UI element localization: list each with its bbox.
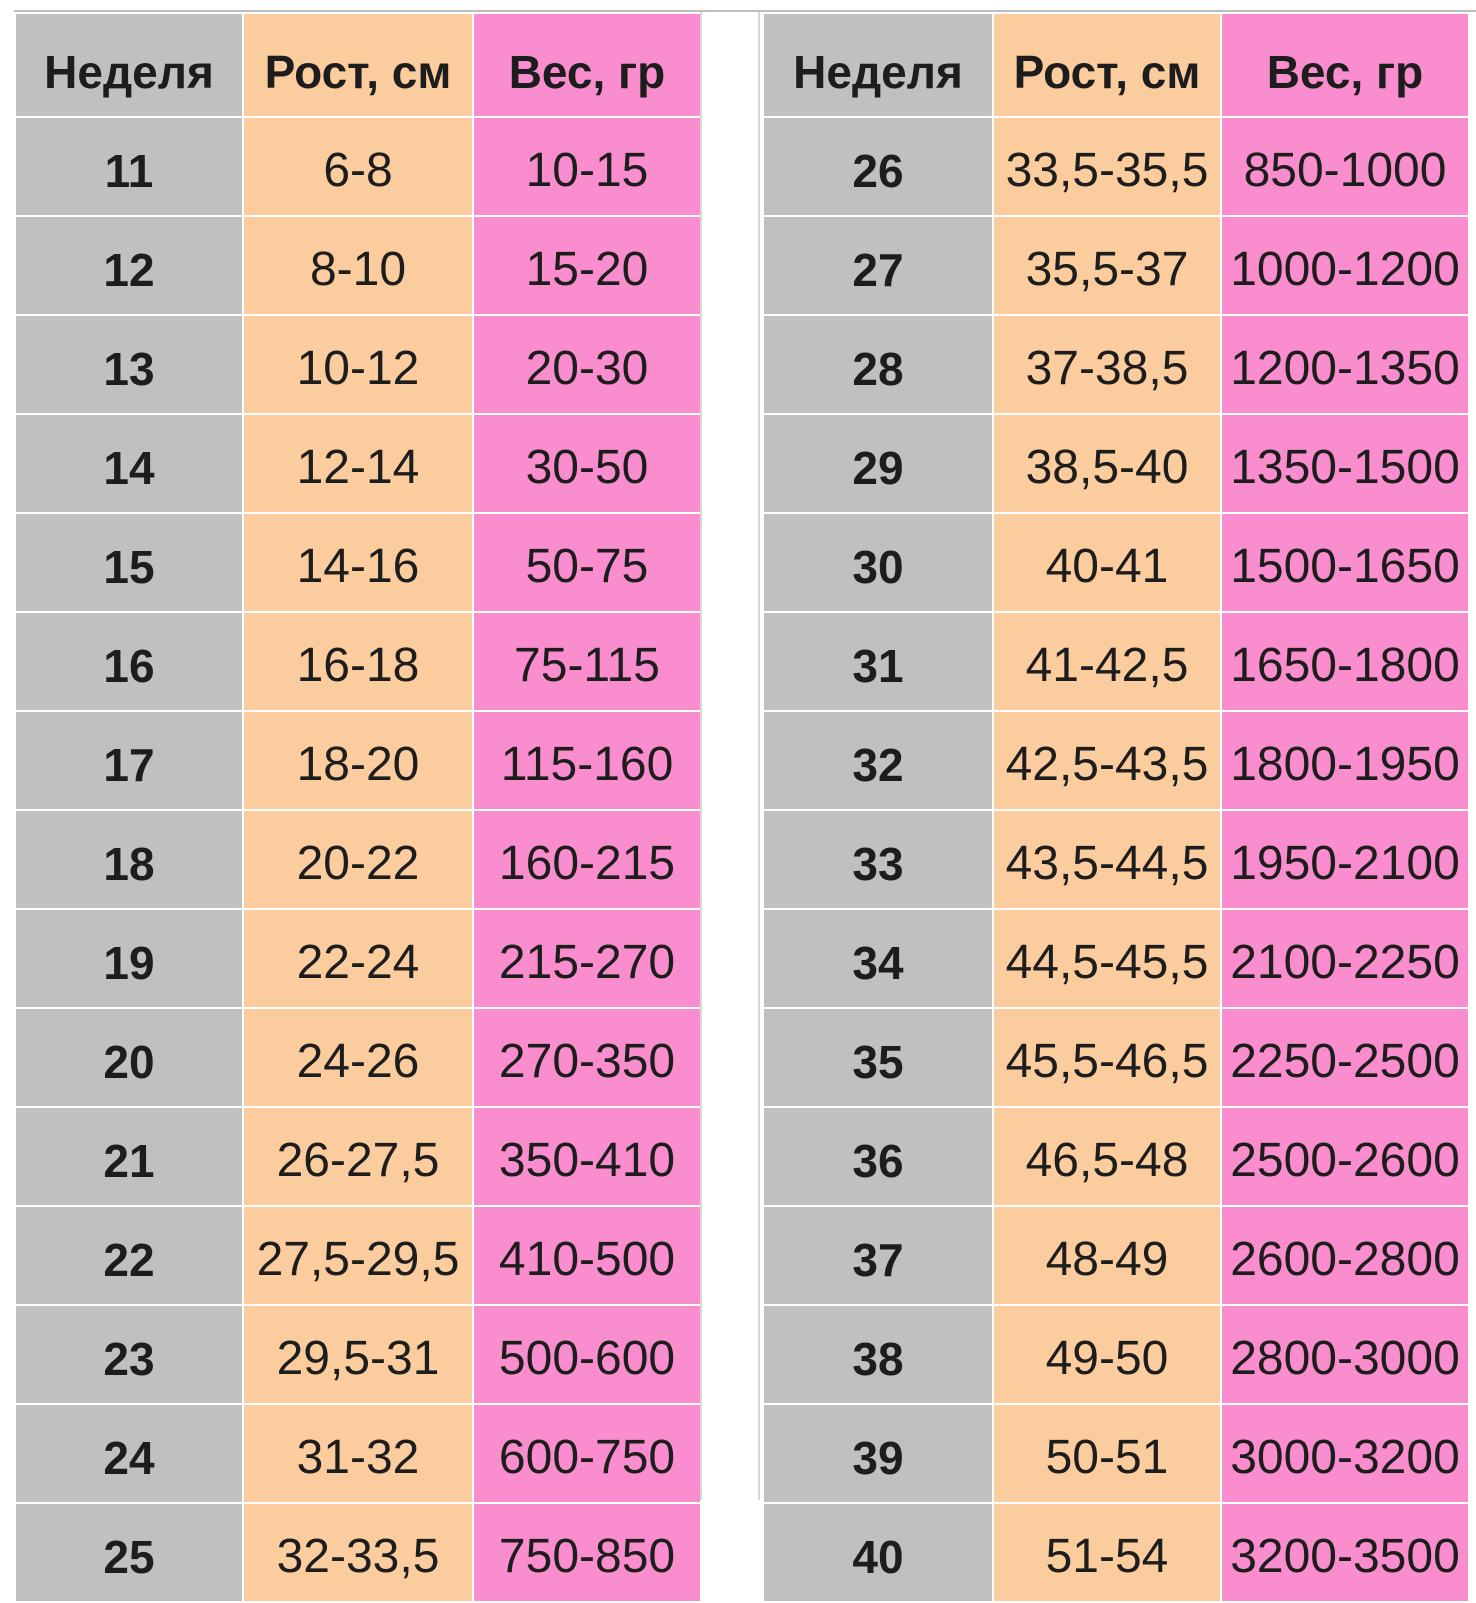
weight-cell: 350-410 [473,1107,701,1206]
weight-cell: 75-115 [473,612,701,711]
week-cell: 30 [763,513,993,612]
table-row [763,1206,1469,1305]
week-cell: 16 [15,612,243,711]
height-cell: 33,5-35,5 [993,117,1221,216]
height-cell: 43,5-44,5 [993,810,1221,909]
table-row [763,1107,1469,1206]
weight-cell: 2600-2800 [1221,1206,1469,1305]
week-cell: 23 [15,1305,243,1404]
week-cell: 40 [763,1503,993,1602]
weight-cell: 20-30 [473,315,701,414]
week-cell: 26 [763,117,993,216]
weight-cell: 10-15 [473,117,701,216]
table-row [15,1305,701,1404]
height-cell: 26-27,5 [243,1107,473,1206]
table-row [763,1503,1469,1602]
height-cell: 27,5-29,5 [243,1206,473,1305]
week-cell: 39 [763,1404,993,1503]
weight-header: Вес, гр [473,13,701,117]
height-cell: 49-50 [993,1305,1221,1404]
table-row [15,1404,701,1503]
height-cell: 40-41 [993,513,1221,612]
table-row [763,513,1469,612]
table-row [763,216,1469,315]
week-cell: 24 [15,1404,243,1503]
table-row [15,513,701,612]
weight-cell: 3200-3500 [1221,1503,1469,1602]
week-cell: 38 [763,1305,993,1404]
weight-cell: 1200-1350 [1221,315,1469,414]
week-header: Неделя [15,13,243,117]
height-header: Рост, см [243,13,473,117]
week-cell: 31 [763,612,993,711]
weight-cell: 410-500 [473,1206,701,1305]
height-cell: 46,5-48 [993,1107,1221,1206]
weight-cell: 750-850 [473,1503,701,1602]
height-cell: 44,5-45,5 [993,909,1221,1008]
table-row [15,216,701,315]
height-cell: 12-14 [243,414,473,513]
weight-cell: 2250-2500 [1221,1008,1469,1107]
week-cell: 28 [763,315,993,414]
height-cell: 29,5-31 [243,1305,473,1404]
table-row [763,1305,1469,1404]
week-cell: 21 [15,1107,243,1206]
height-cell: 41-42,5 [993,612,1221,711]
table-row [763,612,1469,711]
week-cell: 11 [15,117,243,216]
table-row [15,1107,701,1206]
table-row [15,909,701,1008]
height-cell: 24-26 [243,1008,473,1107]
weight-cell: 1650-1800 [1221,612,1469,711]
week-cell: 20 [15,1008,243,1107]
week-cell: 25 [15,1503,243,1602]
weight-cell: 215-270 [473,909,701,1008]
table-row [763,1008,1469,1107]
height-header: Рост, см [993,13,1221,117]
height-cell: 35,5-37 [993,216,1221,315]
week-cell: 18 [15,810,243,909]
left-growth-table [14,12,702,1603]
week-cell: 22 [15,1206,243,1305]
table-row [763,117,1469,216]
week-cell: 29 [763,414,993,513]
height-cell: 16-18 [243,612,473,711]
week-cell: 15 [15,513,243,612]
weight-cell: 850-1000 [1221,117,1469,216]
weight-cell: 1000-1200 [1221,216,1469,315]
weight-cell: 2100-2250 [1221,909,1469,1008]
height-cell: 22-24 [243,909,473,1008]
weight-cell: 2800-3000 [1221,1305,1469,1404]
week-cell: 27 [763,216,993,315]
week-cell: 19 [15,909,243,1008]
week-cell: 14 [15,414,243,513]
height-cell: 42,5-43,5 [993,711,1221,810]
gap-divider-left [700,12,702,1500]
table-row [15,711,701,810]
weight-cell: 115-160 [473,711,701,810]
table-row [763,414,1469,513]
weight-cell: 1500-1650 [1221,513,1469,612]
weight-cell: 30-50 [473,414,701,513]
header-row [763,13,1469,117]
height-cell: 50-51 [993,1404,1221,1503]
right-growth-table [762,12,1470,1603]
week-cell: 32 [763,711,993,810]
week-cell: 35 [763,1008,993,1107]
height-cell: 14-16 [243,513,473,612]
weight-cell: 3000-3200 [1221,1404,1469,1503]
height-cell: 32-33,5 [243,1503,473,1602]
week-cell: 12 [15,216,243,315]
weight-cell: 1350-1500 [1221,414,1469,513]
table-row [15,414,701,513]
week-cell: 13 [15,315,243,414]
table-row [763,711,1469,810]
week-cell: 37 [763,1206,993,1305]
right-table-body [763,117,1469,1602]
table-row [15,1206,701,1305]
table-row [15,117,701,216]
weight-cell: 50-75 [473,513,701,612]
table-row [15,1008,701,1107]
table-row [15,1503,701,1602]
weight-cell: 1950-2100 [1221,810,1469,909]
weight-cell: 15-20 [473,216,701,315]
table-row [15,315,701,414]
height-cell: 48-49 [993,1206,1221,1305]
week-header: Неделя [763,13,993,117]
header-row [15,13,701,117]
table-row [763,909,1469,1008]
height-cell: 10-12 [243,315,473,414]
weight-cell: 270-350 [473,1008,701,1107]
height-cell: 37-38,5 [993,315,1221,414]
table-row [763,810,1469,909]
week-cell: 34 [763,909,993,1008]
weight-cell: 500-600 [473,1305,701,1404]
week-cell: 33 [763,810,993,909]
weight-header: Вес, гр [1221,13,1469,117]
height-cell: 6-8 [243,117,473,216]
gap-divider-right [758,12,760,1500]
table-row [15,612,701,711]
table-row [15,810,701,909]
table-row [763,1404,1469,1503]
height-cell: 18-20 [243,711,473,810]
weight-cell: 1800-1950 [1221,711,1469,810]
height-cell: 8-10 [243,216,473,315]
week-cell: 17 [15,711,243,810]
weight-cell: 2500-2600 [1221,1107,1469,1206]
weight-cell: 160-215 [473,810,701,909]
week-cell: 36 [763,1107,993,1206]
left-table-body [15,117,701,1602]
height-cell: 51-54 [993,1503,1221,1602]
tables-gap [700,12,760,1500]
height-cell: 45,5-46,5 [993,1008,1221,1107]
height-cell: 20-22 [243,810,473,909]
height-cell: 31-32 [243,1404,473,1503]
weight-cell: 600-750 [473,1404,701,1503]
height-cell: 38,5-40 [993,414,1221,513]
table-row [763,315,1469,414]
